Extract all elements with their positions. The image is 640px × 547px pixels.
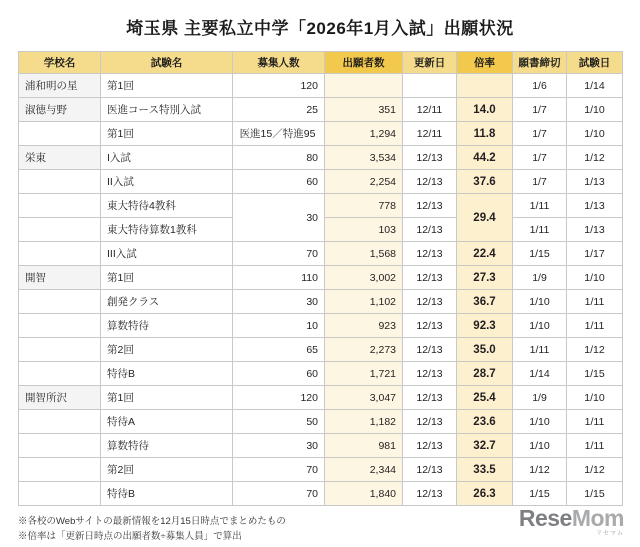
cell-school xyxy=(19,482,101,506)
table-row xyxy=(19,386,623,410)
cell-updated: 12/13 xyxy=(403,314,457,338)
cell-ratio: 32.7 xyxy=(457,434,513,458)
cell-school xyxy=(19,362,101,386)
table-row xyxy=(19,170,623,194)
cell-quota: 120 xyxy=(233,74,325,98)
cell-deadline: 1/9 xyxy=(513,386,567,410)
cell-exam: 第1回 xyxy=(101,266,233,290)
cell-ratio: 29.4 xyxy=(457,194,513,242)
cell-exam: 特待B xyxy=(101,482,233,506)
cell-quota: 60 xyxy=(233,362,325,386)
header-school: 学校名 xyxy=(19,52,101,74)
cell-exam: 特待B xyxy=(101,362,233,386)
cell-quota: 70 xyxy=(233,458,325,482)
logo-prefix: Rese xyxy=(518,505,572,531)
header-deadline: 願書締切 xyxy=(513,52,567,74)
header-exam-date: 試験日 xyxy=(567,52,623,74)
cell-exam: 特待A xyxy=(101,410,233,434)
header-exam: 試験名 xyxy=(101,52,233,74)
table-row xyxy=(19,290,623,314)
cell-quota: 70 xyxy=(233,482,325,506)
cell-exam: 第1回 xyxy=(101,122,233,146)
table-row xyxy=(19,434,623,458)
cell-exam-date: 1/11 xyxy=(567,434,623,458)
cell-school: 開智所沢 xyxy=(19,386,101,410)
cell-exam-date: 1/11 xyxy=(567,410,623,434)
table-row xyxy=(19,458,623,482)
cell-exam: 算数特待 xyxy=(101,314,233,338)
cell-updated: 12/13 xyxy=(403,386,457,410)
page-title: 埼玉県 主要私立中学「2026年1月入試」出願状況 xyxy=(126,19,514,38)
cell-deadline: 1/10 xyxy=(513,434,567,458)
header-applicants: 出願者数 xyxy=(325,52,403,74)
cell-deadline: 1/11 xyxy=(513,194,567,218)
cell-school xyxy=(19,170,101,194)
cell-deadline: 1/11 xyxy=(513,338,567,362)
table-row xyxy=(19,242,623,266)
cell-exam: I入試 xyxy=(101,146,233,170)
cell-applicants: 3,534 xyxy=(325,146,403,170)
cell-ratio: 35.0 xyxy=(457,338,513,362)
cell-updated: 12/13 xyxy=(403,242,457,266)
table-row xyxy=(19,362,623,386)
cell-ratio: 28.7 xyxy=(457,362,513,386)
cell-ratio: 23.6 xyxy=(457,410,513,434)
cell-updated: 12/13 xyxy=(403,218,457,242)
cell-updated: 12/13 xyxy=(403,338,457,362)
cell-applicants xyxy=(325,74,403,98)
table-header-row xyxy=(19,52,623,74)
cell-exam-date: 1/13 xyxy=(567,218,623,242)
table-body xyxy=(19,74,623,506)
table-row xyxy=(19,314,623,338)
cell-deadline: 1/7 xyxy=(513,122,567,146)
cell-deadline: 1/10 xyxy=(513,290,567,314)
cell-quota: 30 xyxy=(233,194,325,242)
cell-exam-date: 1/12 xyxy=(567,458,623,482)
table-row xyxy=(19,74,623,98)
cell-exam-date: 1/15 xyxy=(567,482,623,506)
cell-ratio: 25.4 xyxy=(457,386,513,410)
cell-deadline: 1/10 xyxy=(513,314,567,338)
cell-exam-date: 1/12 xyxy=(567,338,623,362)
cell-applicants: 1,840 xyxy=(325,482,403,506)
table-row xyxy=(19,194,623,218)
cell-school xyxy=(19,458,101,482)
cell-quota: 30 xyxy=(233,290,325,314)
cell-exam-date: 1/13 xyxy=(567,194,623,218)
cell-applicants: 2,273 xyxy=(325,338,403,362)
cell-exam: 算数特待 xyxy=(101,434,233,458)
cell-deadline: 1/10 xyxy=(513,410,567,434)
cell-exam: 第2回 xyxy=(101,458,233,482)
cell-exam: 第1回 xyxy=(101,74,233,98)
logo-suffix: Mom xyxy=(571,505,624,531)
cell-updated: 12/13 xyxy=(403,458,457,482)
cell-quota: 65 xyxy=(233,338,325,362)
cell-updated: 12/13 xyxy=(403,170,457,194)
cell-updated: 12/13 xyxy=(403,266,457,290)
cell-applicants: 3,002 xyxy=(325,266,403,290)
cell-school: 開智 xyxy=(19,266,101,290)
cell-ratio xyxy=(457,74,513,98)
cell-exam-date: 1/11 xyxy=(567,290,623,314)
cell-applicants: 778 xyxy=(325,194,403,218)
cell-exam: 創発クラス xyxy=(101,290,233,314)
table-row xyxy=(19,98,623,122)
cell-exam: III入試 xyxy=(101,242,233,266)
cell-deadline: 1/7 xyxy=(513,146,567,170)
cell-school: 浦和明の星 xyxy=(19,74,101,98)
cell-applicants: 3,047 xyxy=(325,386,403,410)
cell-quota: 70 xyxy=(233,242,325,266)
cell-quota: 60 xyxy=(233,170,325,194)
cell-exam: 第2回 xyxy=(101,338,233,362)
cell-quota: 50 xyxy=(233,410,325,434)
cell-quota: 120 xyxy=(233,386,325,410)
table-row xyxy=(19,338,623,362)
cell-deadline: 1/14 xyxy=(513,362,567,386)
cell-applicants: 2,344 xyxy=(325,458,403,482)
cell-school xyxy=(19,218,101,242)
cell-ratio: 33.5 xyxy=(457,458,513,482)
cell-school xyxy=(19,338,101,362)
cell-ratio: 37.6 xyxy=(457,170,513,194)
table-row xyxy=(19,122,623,146)
cell-school: 栄東 xyxy=(19,146,101,170)
header-ratio: 倍率 xyxy=(457,52,513,74)
cell-applicants: 1,182 xyxy=(325,410,403,434)
table-container xyxy=(0,51,640,506)
cell-exam: 東大特待4教科 xyxy=(101,194,233,218)
cell-deadline: 1/15 xyxy=(513,482,567,506)
cell-deadline: 1/9 xyxy=(513,266,567,290)
cell-updated: 12/11 xyxy=(403,98,457,122)
cell-ratio: 14.0 xyxy=(457,98,513,122)
cell-updated: 12/13 xyxy=(403,146,457,170)
cell-ratio: 36.7 xyxy=(457,290,513,314)
cell-exam-date: 1/10 xyxy=(567,266,623,290)
site-logo xyxy=(519,505,624,537)
cell-exam: 第1回 xyxy=(101,386,233,410)
cell-updated: 12/13 xyxy=(403,410,457,434)
cell-school xyxy=(19,242,101,266)
cell-applicants: 1,568 xyxy=(325,242,403,266)
cell-updated: 12/11 xyxy=(403,122,457,146)
cell-school xyxy=(19,410,101,434)
cell-school xyxy=(19,290,101,314)
cell-updated xyxy=(403,74,457,98)
cell-applicants: 1,721 xyxy=(325,362,403,386)
cell-exam-date: 1/12 xyxy=(567,146,623,170)
cell-ratio: 44.2 xyxy=(457,146,513,170)
cell-applicants: 1,102 xyxy=(325,290,403,314)
cell-applicants: 351 xyxy=(325,98,403,122)
cell-applicants: 2,254 xyxy=(325,170,403,194)
cell-exam: II入試 xyxy=(101,170,233,194)
cell-quota: 25 xyxy=(233,98,325,122)
cell-applicants: 103 xyxy=(325,218,403,242)
cell-deadline: 1/11 xyxy=(513,218,567,242)
cell-updated: 12/13 xyxy=(403,434,457,458)
cell-exam-date: 1/10 xyxy=(567,98,623,122)
cell-quota: 医進15／特進95 xyxy=(233,122,325,146)
cell-quota: 110 xyxy=(233,266,325,290)
header-updated: 更新日 xyxy=(403,52,457,74)
cell-updated: 12/13 xyxy=(403,362,457,386)
cell-exam-date: 1/13 xyxy=(567,170,623,194)
table-row xyxy=(19,266,623,290)
cell-ratio: 92.3 xyxy=(457,314,513,338)
cell-school xyxy=(19,194,101,218)
cell-deadline: 1/12 xyxy=(513,458,567,482)
note-1: ※各校のWebサイトの最新情報を12月15日時点でまとめたもの xyxy=(18,516,286,527)
cell-school xyxy=(19,314,101,338)
cell-applicants: 923 xyxy=(325,314,403,338)
cell-deadline: 1/15 xyxy=(513,242,567,266)
table-row xyxy=(19,410,623,434)
cell-deadline: 1/7 xyxy=(513,98,567,122)
table-row xyxy=(19,146,623,170)
cell-exam-date: 1/17 xyxy=(567,242,623,266)
cell-school xyxy=(19,122,101,146)
cell-ratio: 22.4 xyxy=(457,242,513,266)
cell-quota: 10 xyxy=(233,314,325,338)
cell-updated: 12/13 xyxy=(403,290,457,314)
cell-applicants: 1,294 xyxy=(325,122,403,146)
cell-school xyxy=(19,434,101,458)
cell-ratio: 27.3 xyxy=(457,266,513,290)
logo-subtitle: リセマム xyxy=(596,531,624,537)
cell-exam-date: 1/10 xyxy=(567,386,623,410)
cell-exam-date: 1/14 xyxy=(567,74,623,98)
cell-updated: 12/13 xyxy=(403,482,457,506)
cell-exam: 医進コース特別入試 xyxy=(101,98,233,122)
cell-deadline: 1/6 xyxy=(513,74,567,98)
table-row xyxy=(19,482,623,506)
cell-quota: 80 xyxy=(233,146,325,170)
cell-school: 淑徳与野 xyxy=(19,98,101,122)
cell-updated: 12/13 xyxy=(403,194,457,218)
cell-ratio: 26.3 xyxy=(457,482,513,506)
cell-ratio: 11.8 xyxy=(457,122,513,146)
cell-deadline: 1/7 xyxy=(513,170,567,194)
applications-table xyxy=(18,51,623,506)
cell-quota: 30 xyxy=(233,434,325,458)
header-quota: 募集人数 xyxy=(233,52,325,74)
cell-applicants: 981 xyxy=(325,434,403,458)
note-2: ※倍率は「更新日時点の出願者数÷募集人員」で算出 xyxy=(18,531,242,543)
cell-exam-date: 1/11 xyxy=(567,314,623,338)
cell-exam-date: 1/10 xyxy=(567,122,623,146)
cell-exam: 東大特待算数1教科 xyxy=(101,218,233,242)
cell-exam-date: 1/15 xyxy=(567,362,623,386)
